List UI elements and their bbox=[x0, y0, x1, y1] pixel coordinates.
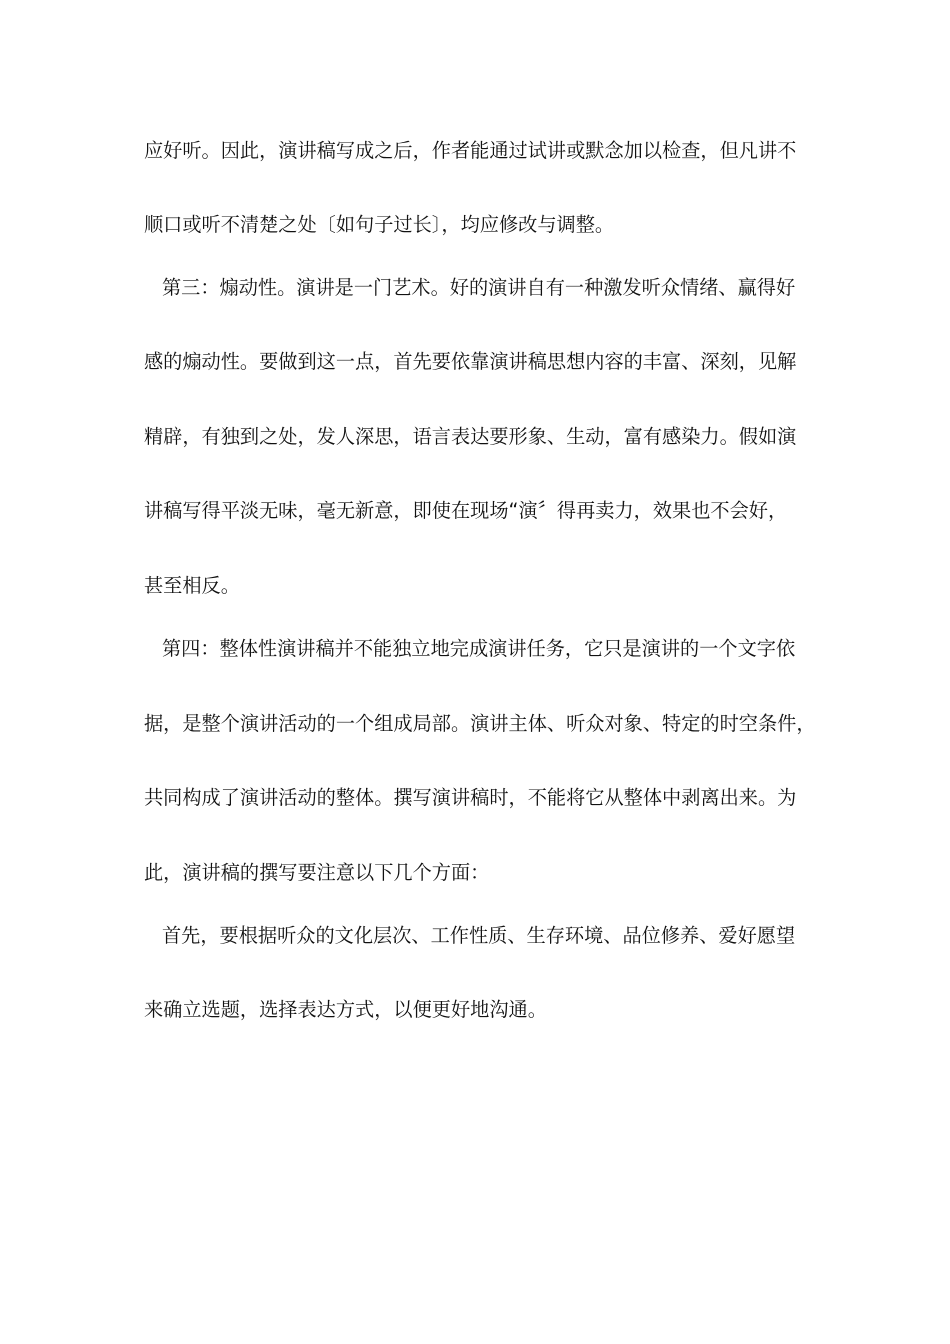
text-line: 感的煽动性。要做到这一点，首先要依靠演讲稿思想内容的丰富、深刻，见解 bbox=[144, 350, 797, 373]
text-line: 共同构成了演讲活动的整体。撰写演讲稿时，不能将它从整体中剥离出来。为 bbox=[144, 786, 797, 809]
text-line: 讲稿写得平淡无味，毫无新意，即使在现场“演〞得再卖力，效果也不会好， bbox=[144, 499, 788, 522]
paragraph-start-line: 首先，要根据听众的文化层次、工作性质、生存环境、品位修养、爱好愿望 bbox=[162, 924, 796, 947]
text-line: 此，演讲稿的撰写要注意以下几个方面： bbox=[144, 861, 490, 884]
text-line: 顺口或听不清楚之处〔如句子过长〕，均应修改与调整。 bbox=[144, 213, 615, 236]
text-line: 据，是整个演讲活动的一个组成局部。演讲主体、听众对象、特定的时空条件， bbox=[144, 712, 816, 735]
paragraph-start-line: 第三：煽动性。演讲是一门艺术。好的演讲自有一种激发听众情绪、赢得好 bbox=[162, 276, 796, 299]
text-line: 来确立选题，选择表达方式，以便更好地沟通。 bbox=[144, 998, 547, 1021]
text-line: 精辟，有独到之处，发人深思，语言表达要形象、生动，富有感染力。假如演 bbox=[144, 425, 797, 448]
text-line: 应好听。因此，演讲稿写成之后，作者能通过试讲或默念加以检查，但凡讲不 bbox=[144, 139, 797, 162]
text-line: 甚至相反。 bbox=[144, 574, 240, 597]
paragraph-start-line: 第四：整体性演讲稿并不能独立地完成演讲任务，它只是演讲的一个文字依 bbox=[162, 637, 796, 660]
